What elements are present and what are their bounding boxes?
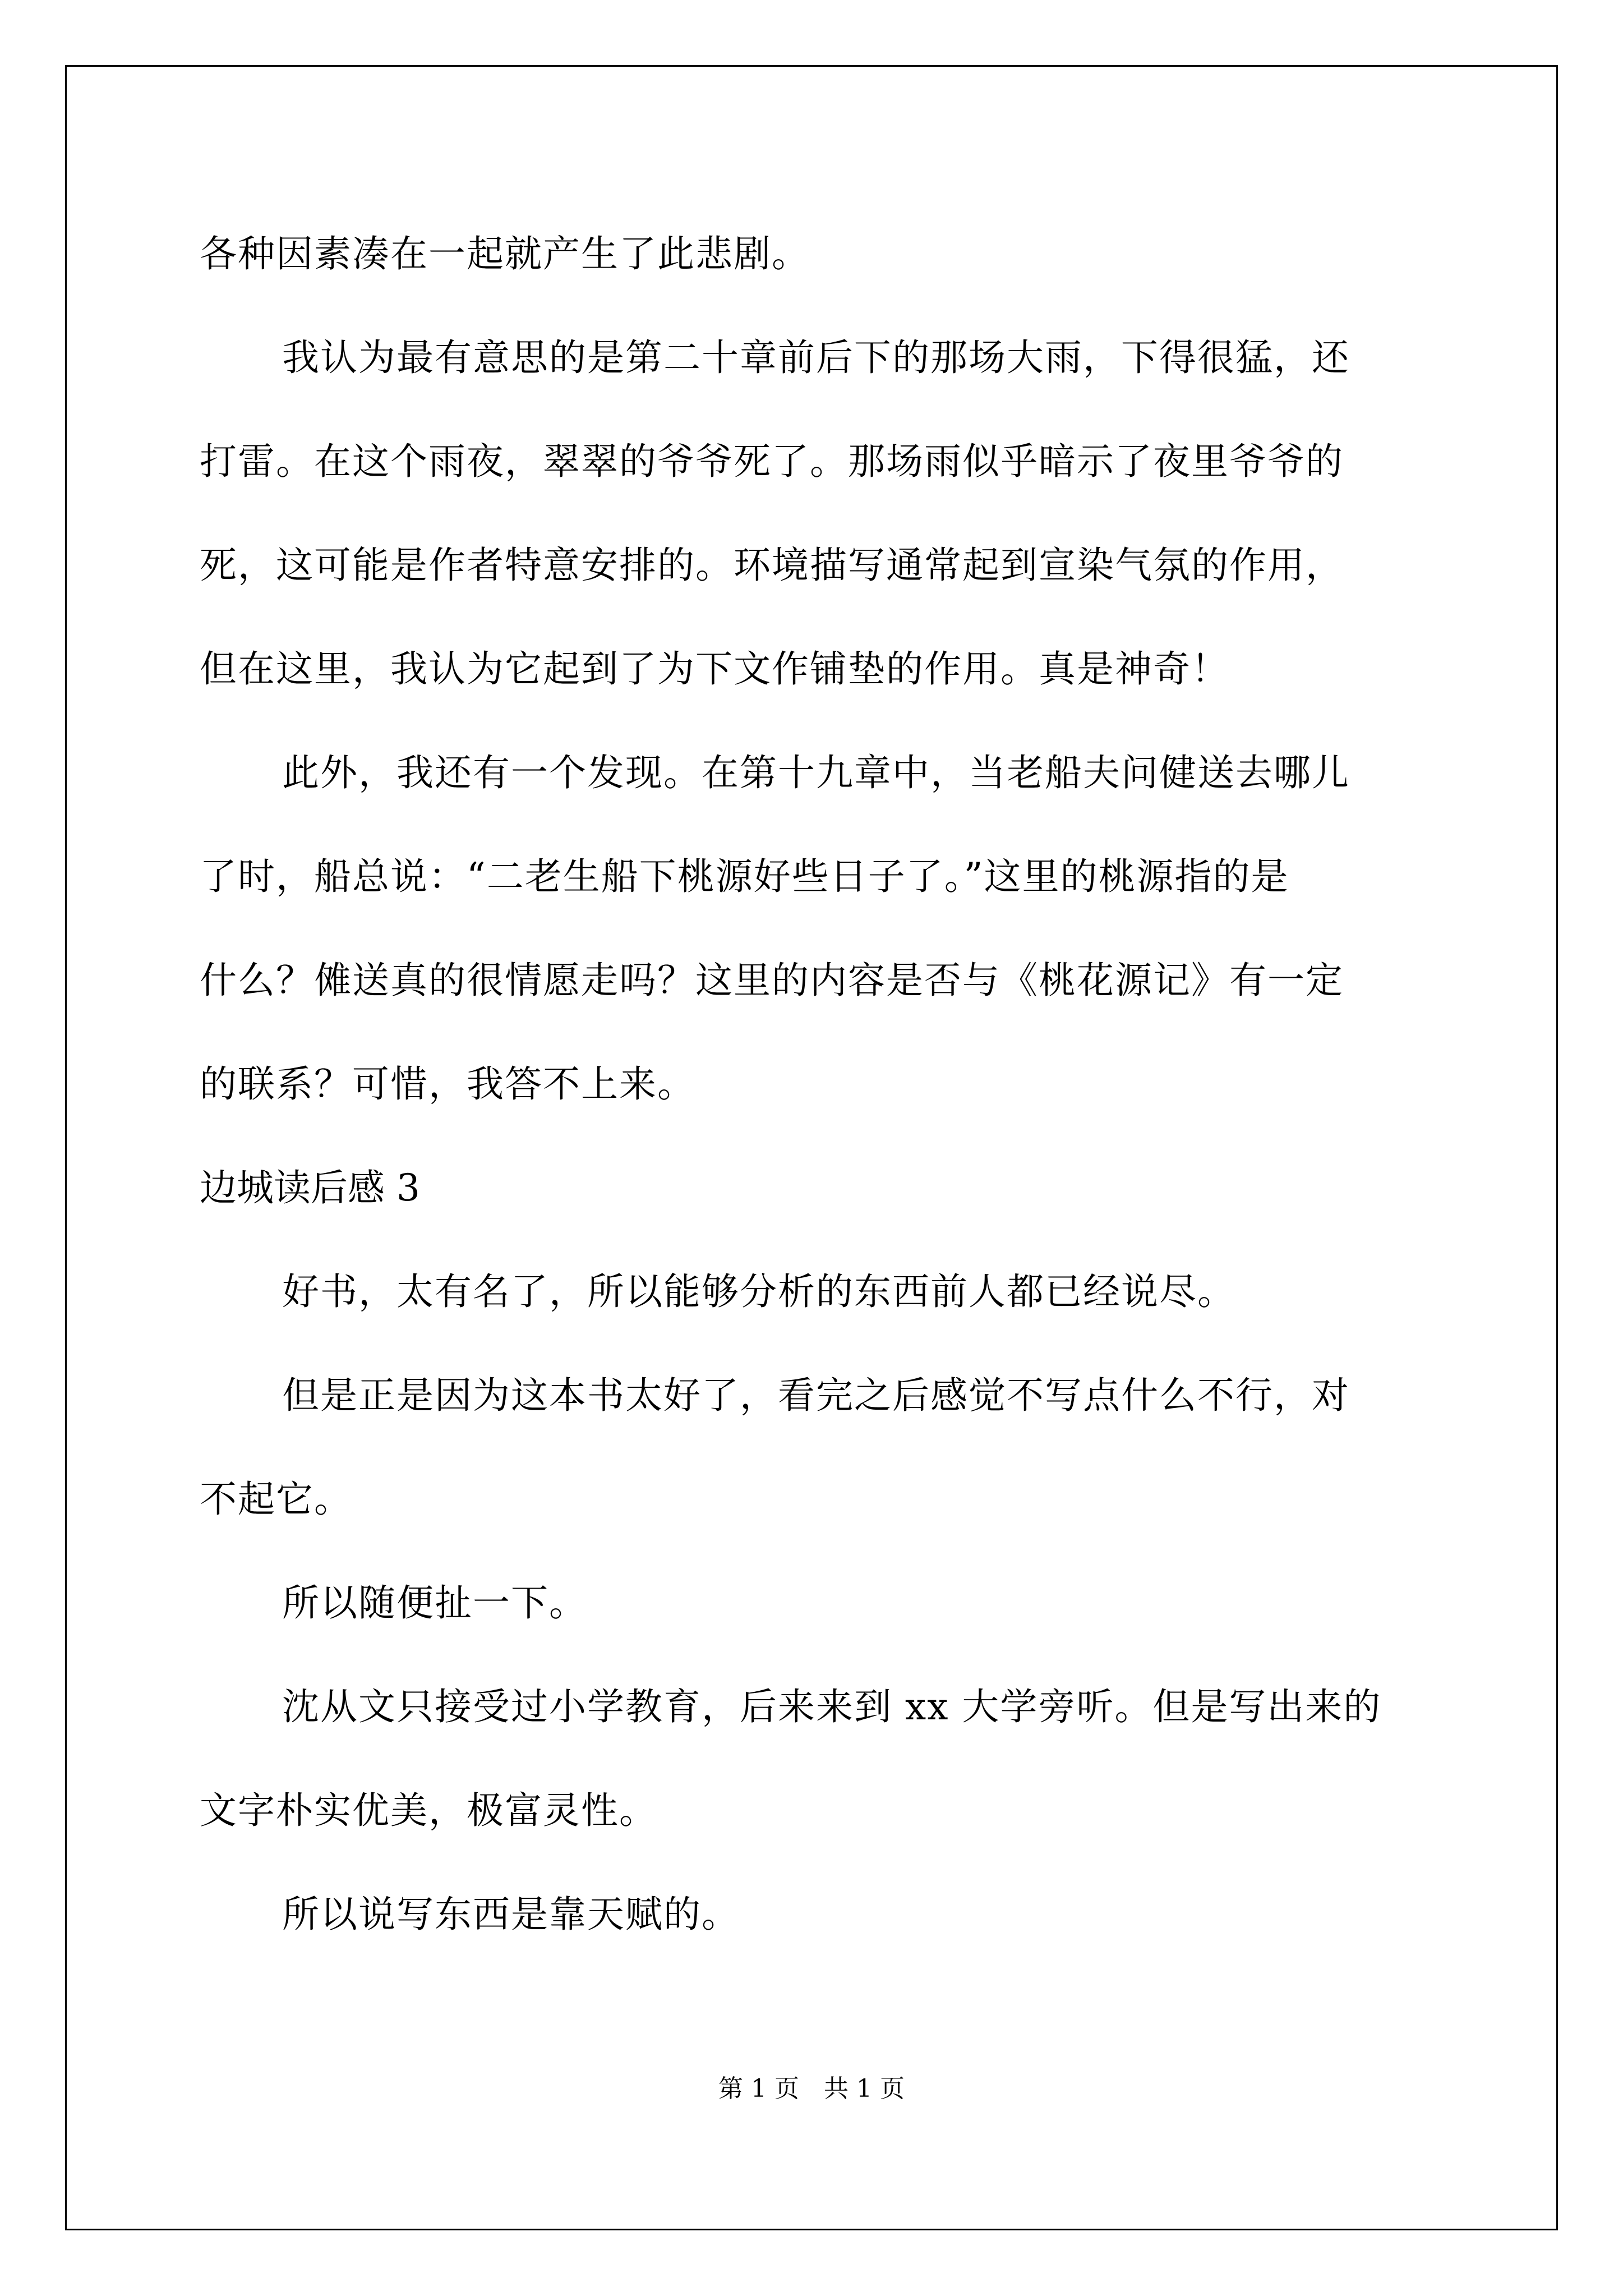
paragraph-first-line: 我认为最有意思的是第二十章前后下的那场大雨，下得很猛，还 [282,336,1350,379]
text-line: 了时，船总说：“二老生船下桃源好些日子了。”这里的桃源指的是 [200,855,1289,898]
section-heading: 边城读后感 3 [200,1166,420,1209]
page-footer: 第 1 页 共 1 页 [718,2074,905,2103]
text-line: 文字朴实优美，极富灵性。 [200,1789,657,1832]
text-line: 死，这可能是作者特意安排的。环境描写通常起到宣染气氛的作用， [200,544,1344,587]
text-line: 但在这里，我认为它起到了为下文作铺垫的作用。真是神奇！ [200,647,1229,691]
paragraph-first-line: 所以说写东西是靠天赋的。 [282,1893,740,1936]
paragraph-first-line: 此外，我还有一个发现。在第十九章中，当老船夫问健送去哪儿 [282,751,1350,794]
paragraph-first-line: 所以随便扯一下。 [282,1581,587,1625]
text-line: 打雷。在这个雨夜，翠翠的爷爷死了。那场雨似乎暗示了夜里爷爷的 [200,440,1344,483]
text-line: 不起它。 [200,1478,352,1521]
paragraph-first-line: 沈从文只接受过小学教育，后来来到 xx 大学旁听。但是写出来的 [282,1685,1382,1728]
text-line: 各种因素凑在一起就产生了此悲剧。 [200,232,810,275]
text-line: 什么？傩送真的很情愿走吗？这里的内容是否与《桃花源记》有一定 [200,959,1344,1002]
text-line: 的联系？可惜，我答不上来。 [200,1062,695,1106]
paragraph-first-line: 但是正是因为这本书太好了，看完之后感觉不写点什么不行，对 [282,1374,1350,1417]
paragraph-first-line: 好书，太有名了，所以能够分析的东西前人都已经说尽。 [282,1270,1235,1313]
